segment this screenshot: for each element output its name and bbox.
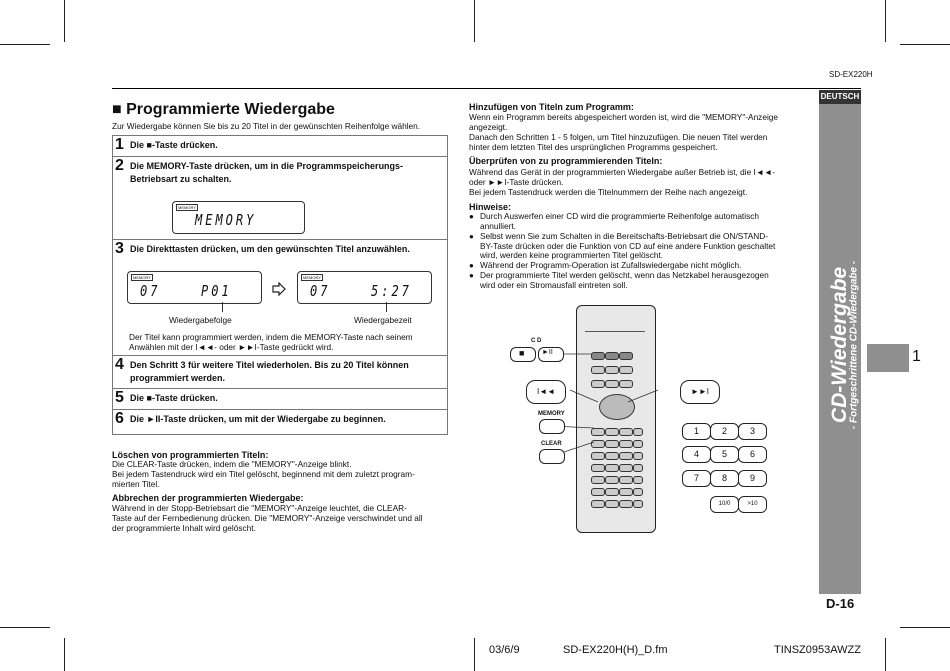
digit-button-9[interactable]: 9 [738,470,767,487]
digit-button-4[interactable]: 4 [682,446,711,463]
digit-button-8[interactable]: 8 [710,470,739,487]
memory-indicator: MEMORY [133,275,151,280]
footer-code: TINSZ0953AWZZ [774,644,861,656]
step-number: 2 [115,157,124,174]
cd-label: C D [531,338,542,344]
step-text: Die Direkttasten drücken, um den gewünschten Titel anzuwählen. [130,244,410,254]
intro-text: Zur Wiedergabe können Sie bis zu 20 Titel in der gewünschten Reihenfolge wählen. [112,121,421,131]
cancel-text: Während in der Stopp-Betriebsart die "MEMORY"-Anzeige leuchtet, die CLEAR- [112,503,407,513]
callout-line [222,302,223,312]
step3-note: Anwählen mit der I◄◄- oder ►►I-Taste gedrückt wird. [129,342,334,352]
digit-button-1[interactable]: 1 [682,423,711,440]
clear-label: CLEAR [541,441,562,447]
add-heading: Hinzufügen von Titeln zum Programm: [469,102,634,112]
section-title: ■ Programmierte Wiedergabe [112,101,335,118]
memory-label: MEMORY [538,411,565,417]
page-number: D-16 [826,596,855,611]
prev-button[interactable] [526,380,566,404]
note-line: wird oder ein Stromausfall eintreten soll. [480,279,628,290]
step-number: 1 [115,136,124,153]
thumb-tab [867,344,909,372]
step-number: 6 [115,410,124,427]
display-text: MEMORY [195,211,257,229]
crop-mark [900,44,950,45]
header-rule [112,88,861,89]
digit-button-3[interactable]: 3 [738,423,767,440]
step-text: Die ■-Taste drücken. [130,140,218,150]
cancel-text: Taste auf der Fernbedienung drücken. Die "MEMORY"-Anzeige verschwindet und all [112,513,423,523]
remote-button [619,488,633,496]
bullet-icon: ● [469,261,474,270]
add-text: angezeigt. [469,122,508,132]
digit-button-6[interactable]: 6 [738,446,767,463]
remote-button [605,488,619,496]
note-item [469,271,769,290]
bullet-icon: ● [469,232,474,241]
step-1 [112,136,447,157]
crop-mark [474,0,475,42]
delete-text: Die CLEAR-Taste drücken, indem die "MEMORY"-Anzeige blinkt. [112,459,352,469]
caption-order: Wiedergabefolge [169,315,232,325]
play-pause-button[interactable] [538,347,564,362]
tab-number: 1 [912,348,921,365]
bullet-icon: ● [469,212,474,221]
note-line: Selbst wenn Sie zum Schalten in die Bereitschafts-Betriebsart die ON/STAND- [480,231,769,241]
clear-button[interactable] [539,449,565,464]
play-time: 5:27 [371,282,412,300]
stop-icon: ■ [519,348,525,358]
remote-button [605,476,619,484]
crop-mark [885,0,886,42]
note-line: BY-Taste drücken oder die Funktion von CD auf eine andere Funktion geschaltet [480,240,776,251]
memory-indicator: MEMORY [303,275,321,280]
arrow-right-icon [272,282,286,296]
step-4 [112,356,447,389]
display-memory [172,201,305,234]
chapter-subtitle: - Fortgeschrittene CD-Wiedergabe - [848,260,860,430]
delete-heading: Löschen von programmierten Titeln: [112,450,269,460]
step-number: 3 [115,240,124,257]
program-number: P01 [201,282,232,300]
step3-note: Der Titel kann programmiert werden, indem die MEMORY-Taste nach seinem [129,332,413,342]
check-heading: Überprüfen von zu programmierenden Titeln: [469,156,663,166]
crop-mark [0,627,50,628]
next-button[interactable] [680,380,720,404]
digit-button-10-0[interactable]: 10/0 [710,496,739,513]
crop-mark [0,44,50,45]
remote-button [605,500,619,508]
crop-mark [64,0,65,42]
crop-mark [64,638,65,671]
add-text: hinter dem letzten Titel des ursprünglichen Programms gespeichert. [469,142,718,152]
footer-date: 03/6/9 [489,644,520,656]
step-text: Den Schritt 3 für weitere Titel wiederholen. Bis zu 20 Titel können programmiert werden. [130,360,409,383]
remote-button [619,476,633,484]
digit-button-7[interactable]: 7 [682,470,711,487]
crop-mark [474,638,475,671]
memory-indicator: MEMORY [178,205,196,210]
crop-mark [900,627,950,628]
note-line: wird, werden keine programmierten Titel gelöscht. [480,250,664,261]
check-text: Während das Gerät in der programmierten Wiedergabe außer Betrieb ist, die I◄◄- [469,167,776,177]
remote-button [633,488,643,496]
digit-button-2[interactable]: 2 [710,423,739,440]
step-6 [112,410,447,433]
language-tab: DEUTSCH [819,90,861,104]
cancel-heading: Abbrechen der programmierten Wiedergabe: [112,493,304,503]
prev-icon: I◄◄ [536,387,556,396]
note-item [469,212,759,231]
caption-time: Wiedergabezeit [354,315,412,325]
note-line: Der programmierte Titel werden gelöscht, wenn das Netzkabel herausgezogen [480,270,769,280]
delete-text: mierten Titel. [112,479,160,489]
remote-button [619,500,633,508]
callout-line [386,302,387,312]
add-text: Wenn ein Programm bereits abgespeichert worden ist, wird die "MEMORY"-Anzeige [469,112,779,122]
memory-button[interactable] [539,419,565,434]
step-5 [112,389,447,410]
chapter-title: CD-Wiedergabe [828,266,851,424]
delete-text: Bei jedem Tastendruck wird ein Titel gelöscht, beginnend mit dem zuletzt program- [112,469,415,479]
stop-button[interactable] [510,347,536,362]
step-number: 4 [115,356,124,373]
remote-button [591,500,605,508]
remote-button [633,500,643,508]
model-number: SD-EX220H [829,70,873,79]
remote-button [591,488,605,496]
remote-button [591,476,605,484]
digit-button-5[interactable]: 5 [710,446,739,463]
add-text: Danach den Schritten 1 - 5 folgen, um Titel hinzuzufügen. Die neuen Titel werden [469,132,768,142]
note-line: annulliert. [480,220,516,231]
next-icon: ►►I [690,387,710,396]
check-text: Bei jedem Tastendruck werden die Titelnummern der Reihe nach angezeigt. [469,187,748,197]
step-text: Die MEMORY-Taste drücken, um in die Programmspeicherungs-Betriebsart zu schalten. [130,161,404,184]
bullet-icon: ● [469,271,474,280]
display-time [297,271,432,304]
step-text: Die ►II-Taste drücken, um mit der Wiedergabe zu beginnen. [130,414,386,424]
step-number: 5 [115,389,124,406]
play-pause-icon: ►II [542,349,553,356]
note-item [469,232,775,261]
display-order [127,271,262,304]
footer-file: SD-EX220H(H)_D.fm [563,644,668,656]
remote-button [633,476,643,484]
track-number: 07 [310,282,331,300]
check-text: oder ►►I-Taste drücken. [469,177,564,187]
step-text: Die ■-Taste drücken. [130,393,218,403]
notes-heading: Hinweise: [469,202,512,212]
crop-mark [885,638,886,671]
note-line: Während der Programm-Operation ist Zufallswiedergabe nicht möglich. [480,260,742,270]
note-line: Durch Auswerfen einer CD wird die programmierte Reihenfolge automatisch [480,211,759,221]
cancel-text: der programmierte Inhalt wird gelöscht. [112,523,256,533]
digit-button-gt10[interactable]: >10 [738,496,767,513]
track-number: 07 [140,282,161,300]
